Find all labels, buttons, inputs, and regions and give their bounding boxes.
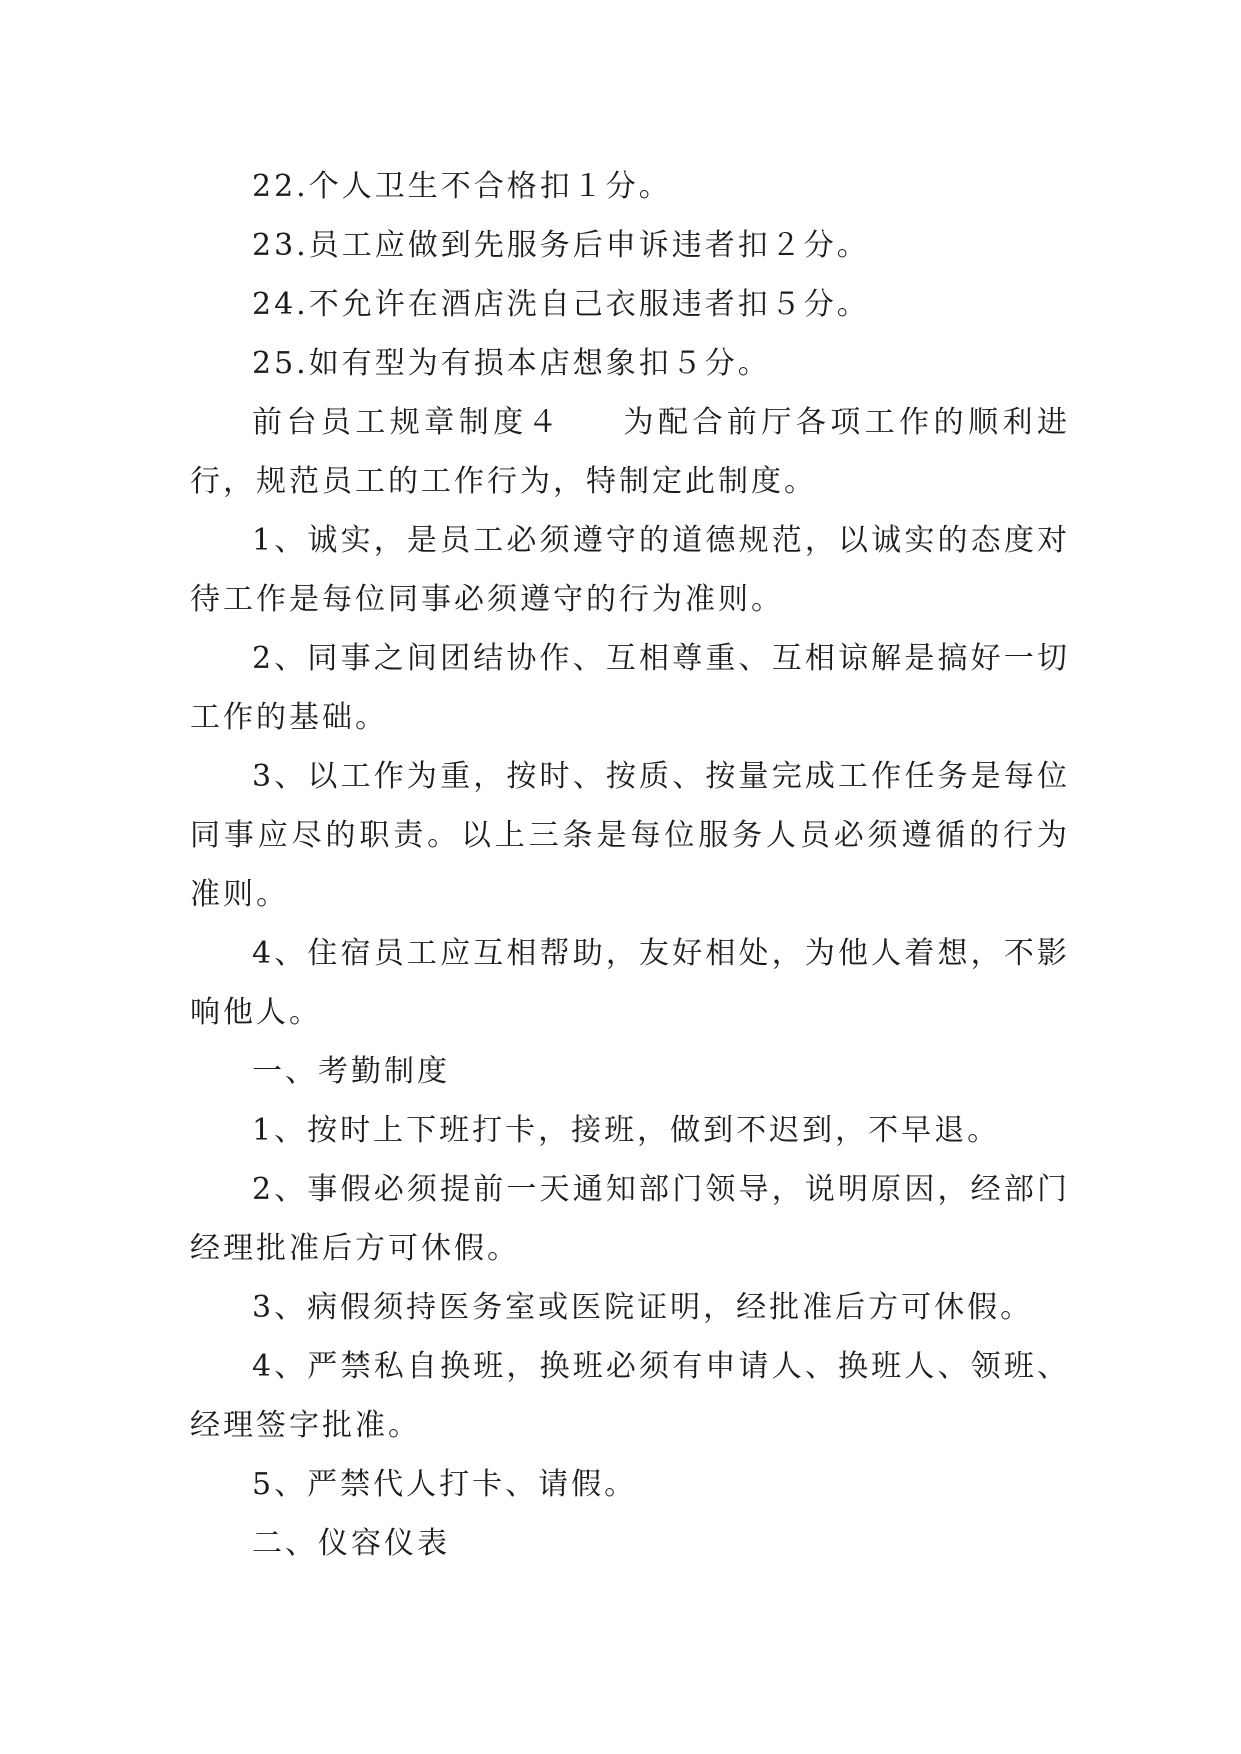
attendance-rule-5: 5、严禁代人打卡、请假。 <box>252 1467 638 1502</box>
paragraph-item-23: 23.员工应做到先服务后申诉违者扣２分。 <box>252 228 870 263</box>
rule-dormitory: 4、住宿员工应互相帮助，友好相处，为他人着想，不影响他人。 <box>190 936 1070 1030</box>
rule-duty: 3、以工作为重，按时、按质、按量完成工作任务是每位同事应尽的职责。以上三条是每位服务人员必须遵循的行为准则。 <box>190 759 1070 912</box>
attendance-rule-3: 3、病假须持医务室或医院证明，经批准后方可休假。 <box>252 1290 1034 1325</box>
paragraph-item-24: 24.不允许在酒店洗自己衣服违者扣５分。 <box>252 287 870 322</box>
attendance-rule-1: 1、按时上下班打卡，接班，做到不迟到，不早退。 <box>252 1113 1001 1148</box>
paragraph-item-25: 25.如有型为有损本店想象扣５分。 <box>252 346 771 381</box>
section-heading: 前台员工规章制度４ <box>252 405 563 440</box>
section-intro-text: 为配合前厅各项工作的顺利进行，规范员工的工作行为，特制定此制度。 <box>190 405 1071 499</box>
appearance-heading: 二、仪容仪表 <box>252 1526 450 1561</box>
attendance-rule-4: 4、严禁私自换班，换班必须有申请人、换班人、领班、经理签字批准。 <box>190 1349 1070 1443</box>
paragraph-item-22: 22.个人卫生不合格扣１分。 <box>252 169 672 204</box>
document-body <box>190 157 1070 1573</box>
attendance-rule-2: 2、事假必须提前一天通知部门领导，说明原因，经部门经理批准后方可休假。 <box>190 1172 1070 1266</box>
attendance-heading: 一、考勤制度 <box>252 1054 450 1089</box>
rule-honesty: 1、诚实，是员工必须遵守的道德规范，以诚实的态度对待工作是每位同事必须遵守的行为准则。 <box>190 523 1070 617</box>
section-intro-paragraph <box>190 393 1070 511</box>
rule-teamwork: 2、同事之间团结协作、互相尊重、互相谅解是搞好一切工作的基础。 <box>190 641 1070 735</box>
